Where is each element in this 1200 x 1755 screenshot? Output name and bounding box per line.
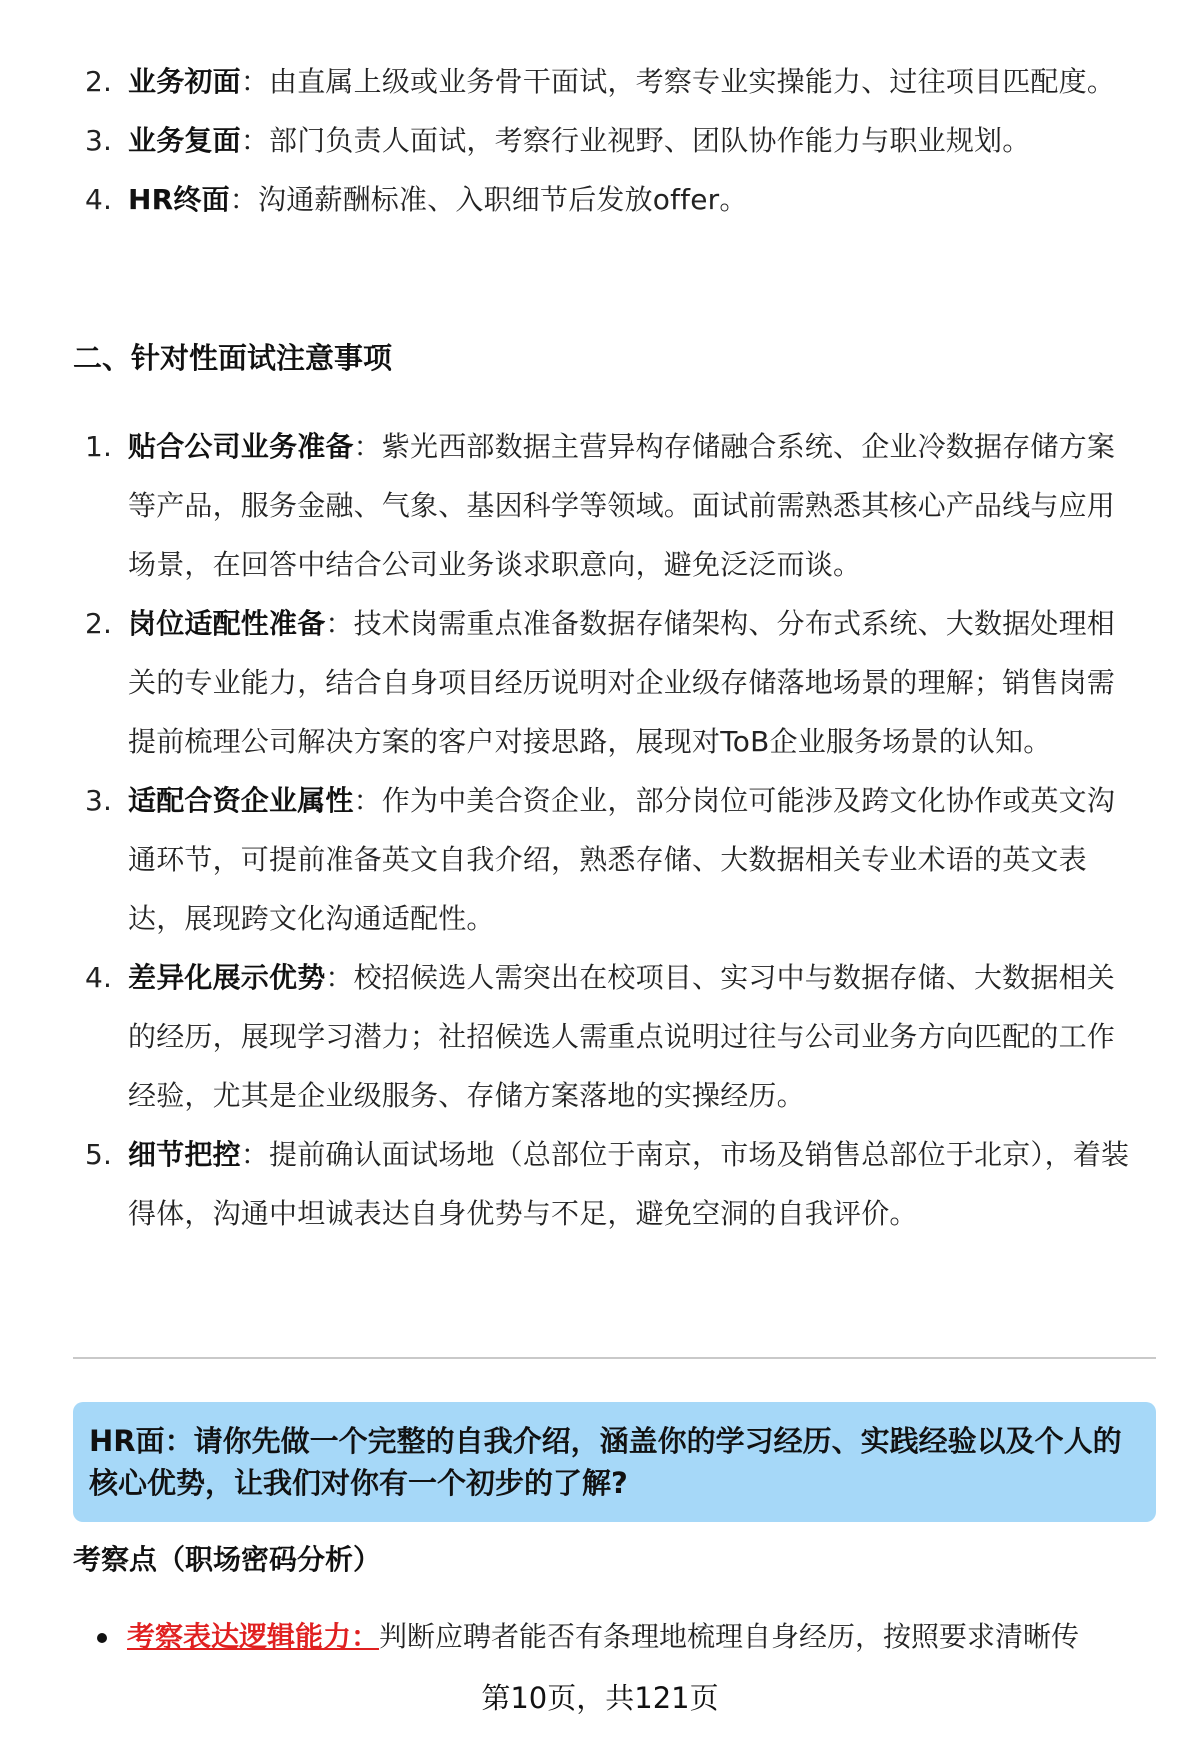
section-title: 二、针对性面试注意事项 bbox=[73, 341, 393, 375]
list-text: ：校招候选人需突出在校项目、实习中与数据存储、大数据相关的经历，展现学习潜力；社招候选人需重点说明过往与公司业务方向匹配的工作经验，尤其是企业级服务、存储方案落地的实操经历。 bbox=[128, 961, 1116, 1112]
list-term: 岗位适配性准备 bbox=[128, 607, 326, 640]
list-item bbox=[0, 948, 1200, 1125]
list-item bbox=[0, 52, 1200, 111]
interview-process-list bbox=[0, 52, 1200, 229]
list-term: 贴合公司业务准备 bbox=[128, 430, 354, 463]
list-number: 5. bbox=[85, 1138, 113, 1171]
bullet-text: 判断应聘者能否有条理地梳理自身经历，按照要求清晰传 bbox=[379, 1620, 1080, 1653]
list-item bbox=[0, 170, 1200, 229]
bullet-dot-icon bbox=[97, 1633, 107, 1643]
list-text: ：技术岗需重点准备数据存储架构、分布式系统、大数据处理相关的专业能力，结合自身项目经历说明对企业级存储落地场景的理解；销售岗需提前梳理公司解决方案的客户对接思路，展现对ToB企业服务场景的认知。 bbox=[128, 607, 1116, 758]
list-item bbox=[0, 1125, 1200, 1243]
list-number: 3. bbox=[85, 124, 113, 157]
list-item bbox=[0, 417, 1200, 594]
list-text: ：提前确认面试场地（总部位于南京，市场及销售总部位于北京），着装得体，沟通中坦诚表达自身优势与不足，避免空洞的自我评价。 bbox=[128, 1138, 1130, 1230]
list-text: ：由直属上级或业务骨干面试，考察专业实操能力、过往项目匹配度。 bbox=[240, 65, 1116, 98]
list-item bbox=[0, 771, 1200, 948]
list-number: 4. bbox=[85, 961, 113, 994]
list-term: 细节把控 bbox=[128, 1138, 241, 1171]
list-text: ：部门负责人面试，考察行业视野、团队协作能力与职业规划。 bbox=[240, 124, 1031, 157]
hr-question-text: HR面：请你先做一个完整的自我介绍，涵盖你的学习经历、实践经验以及个人的核心优势，让我们对你有一个初步的了解? bbox=[89, 1424, 1122, 1500]
hr-question-callout bbox=[73, 1402, 1156, 1522]
analysis-heading: 考察点（职场密码分析） bbox=[73, 1543, 382, 1576]
list-term: 业务复面 bbox=[128, 124, 241, 157]
page-number: 第10页，共121页 bbox=[481, 1681, 719, 1715]
list-term: 适配合资企业属性 bbox=[128, 784, 354, 817]
section-divider bbox=[73, 1357, 1156, 1359]
bullet-content bbox=[127, 1612, 1079, 1662]
list-text: ：紫光西部数据主营异构存储融合系统、企业冷数据存储方案等产品，服务金融、气象、基因科学等领域。面试前需熟悉其核心产品线与应用场景，在回答中结合公司业务谈求职意向，避免泛泛而谈。 bbox=[128, 430, 1116, 581]
interview-tips-list bbox=[0, 417, 1200, 1243]
list-number: 1. bbox=[85, 430, 113, 463]
list-term: HR终面 bbox=[128, 183, 230, 216]
list-term: 差异化展示优势 bbox=[128, 961, 326, 994]
list-text: ：作为中美合资企业，部分岗位可能涉及跨文化协作或英文沟通环节，可提前准备英文自我介绍，熟悉存储、大数据相关专业术语的英文表达，展现跨文化沟通适配性。 bbox=[128, 784, 1116, 935]
list-number: 3. bbox=[85, 784, 113, 817]
list-term: 业务初面 bbox=[128, 65, 241, 98]
bullet-term: 考察表达逻辑能力： bbox=[127, 1620, 380, 1653]
list-item bbox=[0, 594, 1200, 771]
list-number: 2. bbox=[85, 607, 113, 640]
list-item bbox=[0, 111, 1200, 170]
list-text: ：沟通薪酬标准、入职细节后发放offer。 bbox=[229, 183, 748, 216]
list-number: 2. bbox=[85, 65, 113, 98]
list-number: 4. bbox=[85, 183, 113, 216]
